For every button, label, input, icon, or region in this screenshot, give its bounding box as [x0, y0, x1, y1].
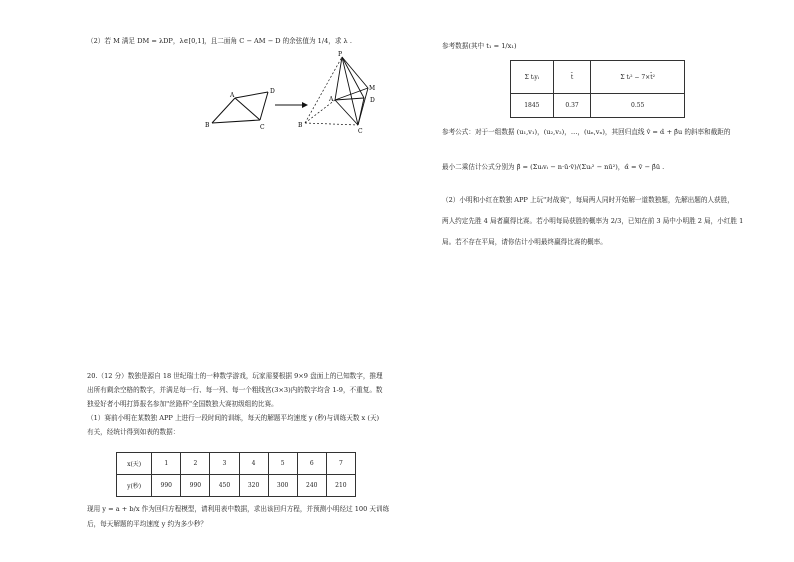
- question-20: [87, 372, 432, 437]
- q2r-line: 两人约定先胜 4 局者赢得比赛。若小明每局获胜的概率为 2/3，已知在前 3 局中小明胜 2 局，小红胜 1: [442, 217, 744, 225]
- table-cell: 990: [181, 475, 210, 497]
- ref-value: 1845: [511, 94, 554, 118]
- q20-line: 有关，经统计得到如表的数据：: [87, 428, 180, 436]
- q20-line: 20.（12 分）数独是源自 18 世纪瑞士的一种数学游戏，玩家需要根据 9×9 盘面上的已知数字，推理: [87, 372, 383, 380]
- arrow-right-icon: [275, 102, 308, 108]
- q20-after: [87, 505, 432, 529]
- formula-line: 参考公式：对于一组数据 (u₁,v₁)，(u₂,v₂)，…，(uₙ,vₙ)，其回归直线 v̂ = α̂ + β̂u 的斜率和截距的: [442, 128, 731, 136]
- ref-data-title: 参考数据(其中 t₁ = 1/x₁): [442, 42, 517, 50]
- q2r-line: 局。若不存在平局，请你估计小明最终赢得比赛的概率。: [442, 238, 607, 246]
- ref-data-table: [510, 60, 685, 118]
- table-cell: 3: [210, 453, 239, 475]
- table-cell: 1: [152, 453, 181, 475]
- training-table: [116, 452, 356, 497]
- formula-line: 最小二乘估计公式分别为 β̂ = (Σuᵢvᵢ − n·ū·v̄)/(Σuᵢ² − nū²)，α̂ = v̄ − β̂ū .: [442, 163, 665, 171]
- table-cell: 6: [297, 453, 326, 475]
- table-cell: 450: [210, 475, 239, 497]
- table-cell: 320: [239, 475, 268, 497]
- ref-header: t̄: [553, 61, 591, 94]
- fig-label: A: [329, 96, 334, 103]
- q20-line: 独爱好者小明打算报名参加"丝路杯"全国数独大赛初级组的比赛。: [87, 400, 278, 408]
- q20-line: （1）赛前小明在某数独 APP 上进行一段时间的训练，每天的解题平均速度 y (秒)与训练天数 x (天): [87, 414, 380, 422]
- table-cell: 990: [152, 475, 181, 497]
- table-cell: 5: [268, 453, 297, 475]
- table-cell: 210: [326, 475, 355, 497]
- table-cell: 240: [297, 475, 326, 497]
- fig-label: B: [205, 122, 210, 129]
- question-2-line: （2）若 M 满足 DM = λDP，λ∈[0,1]，且二面角 C − AM − D 的余弦值为 1/4，求 λ .: [87, 37, 352, 45]
- fig-label: M: [369, 85, 376, 92]
- q20-line: 出所有剩余空格的数字，并满足每一行、每一列、每一个粗线宫(3×3)内的数字均含 1-9，不重复。数: [87, 386, 383, 394]
- fig-label: D: [270, 88, 275, 95]
- table-cell: 7: [326, 453, 355, 475]
- q20-after-line: 现用 y = a + b/x 作为回归方程模型，请利用表中数据，求出该回归方程，并预测小明经过 100 天训练: [87, 505, 390, 513]
- ref-header: Σ tᵢ² − 7×t̄²: [591, 61, 685, 94]
- table-cell: x(天): [117, 453, 152, 475]
- table-cell: 300: [268, 475, 297, 497]
- geometry-figure: [200, 50, 390, 135]
- fig-label: B: [298, 122, 303, 129]
- ref-value: 0.37: [553, 94, 591, 118]
- ref-value: 0.55: [591, 94, 685, 118]
- fig-label: A: [230, 92, 235, 99]
- table-cell: 2: [181, 453, 210, 475]
- table-cell: y(秒): [117, 475, 152, 497]
- fig-label: D: [370, 97, 375, 104]
- fig-label: P: [338, 51, 343, 58]
- fig-label: C: [358, 128, 363, 135]
- q2r-line: （2）小明和小红在数独 APP 上玩"对战赛"，每局两人同时开始解一道数独题，先解出题的人获胜，: [442, 196, 734, 204]
- q20-after-line: 后，每天解题的平均速度 y 约为多少秒？: [87, 520, 208, 528]
- table-cell: 4: [239, 453, 268, 475]
- question-2-right: [442, 196, 787, 247]
- ref-header: Σ tᵢyᵢ: [511, 61, 554, 94]
- fig-label: C: [260, 124, 265, 131]
